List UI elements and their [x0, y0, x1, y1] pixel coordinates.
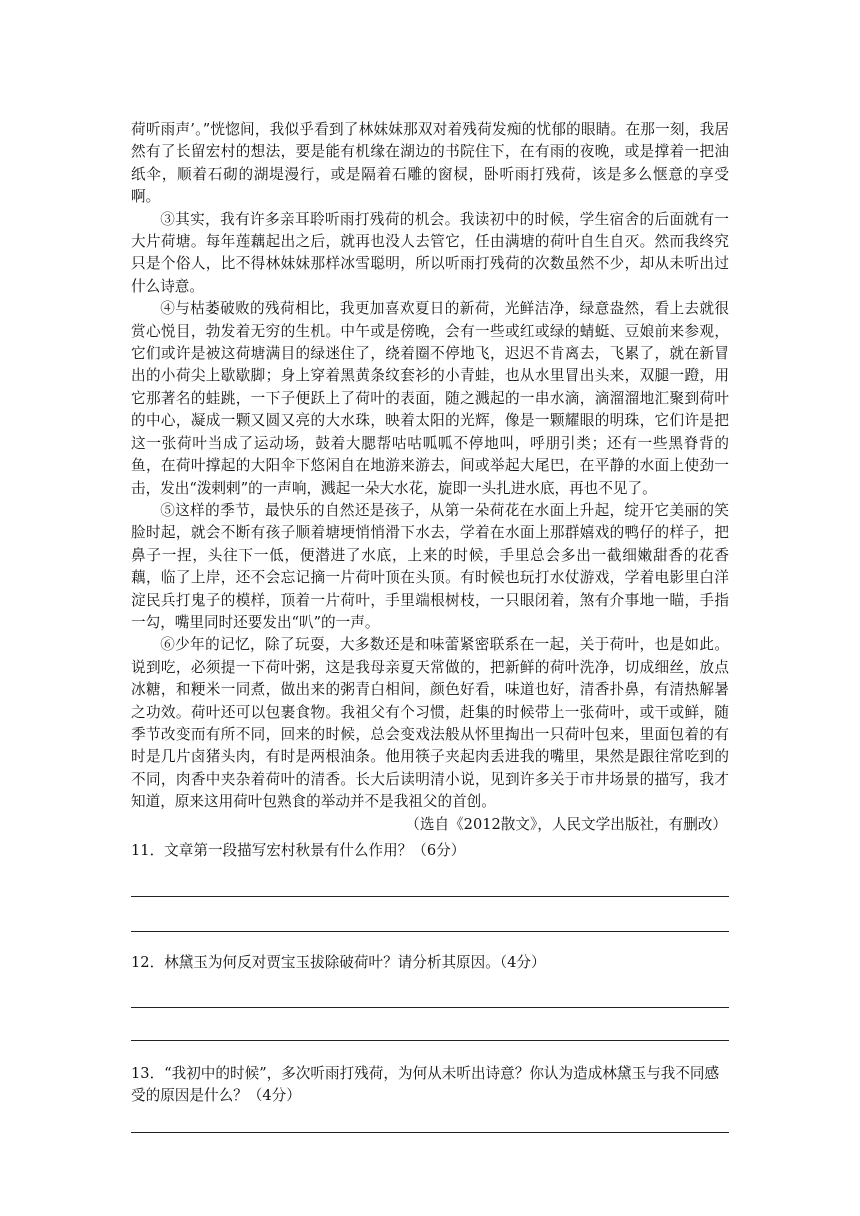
- source-citation: （选自《2012散文》，人民文学出版社，有删改）: [405, 815, 727, 833]
- paragraph-6: ⑥少年的记忆，除了玩耍，大多数还是和味蕾紧密联系在一起，关于荷叶，也是如此。说到吃，必须提一下荷叶粥，这是我母亲夏天常做的，把新鲜的荷叶洗净，切成细丝，放点冰糖，和粳米一同煮，做出来的粥青白相间，颜色好看，味道也好，清香扑鼻，有清热解暑之功效。荷叶还可以包裹食物。我祖父有个习惯，赶集的时候带上一张荷叶，或干或鲜，随季节改变而有所不同，回来的时候，总会变戏法般从怀里掏出一只荷叶包来，里面包着的有时是几片卤猪头肉，有时是两根油条。他用筷子夹起肉丢进我的嘴里，果然是跟往常吃到的不同，肉香中夹杂着荷叶的清香。长大后读明清小说，见到许多关于市井场景的描写，我才知道，原来这用荷叶包熟食的举动并不是我祖父的首创。: [131, 636, 729, 811]
- paragraph-4: ④与枯萎破败的残荷相比，我更加喜欢夏日的新荷，光鲜洁净，绿意盎然，看上去就很赏心悦目，勃发着无穷的生机。中午或是傍晚，会有一些或红或绿的蜻蜓、豆娘前来参观，它们或许是被这荷塘满目的绿迷住了，绕着圈不停地飞，迟迟不肯离去，飞累了，就在新冒出的小荷尖上歇歇脚；身上穿着黑黄条纹套衫的小青蛙，也从水里冒出头来，双腿一蹬，用它那著名的蛙跳，一下子便跃上了荷叶的表面，随之溅起的一串水滴，滴溜溜地汇聚到荷叶的中心，凝成一颗又圆又亮的大水珠，映着太阳的光辉，像是一颗耀眼的明珠，它们许是把这一张荷叶当成了运动场，鼓着大腮帮咕咕呱呱不停地叫，呼朋引类；还有一些黑脊背的鱼，在荷叶撑起的大阳伞下悠闲自在地游来游去，间或举起大尾巴，在平静的水面上使劲一击，发出“泼剌剌”的一声响，溅起一朵大水花，旋即一头扎进水底，再也不见了。: [131, 300, 729, 497]
- question-11: 11．文章第一段描写宏村秋景有什么作用？（6分）: [131, 842, 466, 859]
- reading-passage: [131, 119, 729, 1133]
- answer-line-13-1[interactable]: [131, 1132, 729, 1133]
- paragraph-3: ③其实，我有许多亲耳聆听雨打残荷的机会。我读初中的时候，学生宿舍的后面就有一大片荷塘。每年莲藕起出之后，就再也没人去管它，任由满塘的荷叶自生自灭。然而我终究只是个俗人，比不得林妹妹那样冰雪聪明，所以听雨打残荷的次数虽然不少，却从未听出过什么诗意。: [131, 210, 729, 295]
- question-12: 12．林黛玉为何反对贾宝玉拔除破荷叶？请分析其原因。（4分）: [131, 954, 546, 972]
- paragraph-5: ⑤这样的季节，最快乐的自然还是孩子，从第一朵荷花在水面上升起，绽开它美丽的笑脸时起，就会不断有孩子顺着塘埂悄悄滑下水去，学着在水面上那群嬉戏的鸭仔的样子，把鼻子一捏，头往下一低，便潜进了水底，上来的时候，手里总会多出一截细嫩甜香的花香藕，临了上岸，还不会忘记摘一片荷叶顶在头顶。有时候也玩打水仗游戏，学着电影里白洋淀民兵打鬼子的模样，顶着一片荷叶，手里端根树枝，一只眼闭着，煞有介事地一瞄，手指一勾，嘴里同时还要发出“叭”的一声。: [131, 501, 729, 631]
- question-13: 13．“我初中的时候”，多次听雨打残荷，为何从未听出诗意？你认为造成林黛玉与我不同感受的原因是什么？（4分）: [131, 1064, 720, 1105]
- paragraph-continuation: 荷听雨声’。”恍惚间，我似乎看到了林妹妹那双对着残荷发痴的忧郁的眼睛。在那一刻，我居然有了长留宏村的想法，要是能有机缘在湖边的书院住下，在有雨的夜晚，或是撑着一把油纸伞，顺着石砌的湖堤漫行，或是隔着石雕的窗棂，卧听雨打残荷，该是多么惬意的享受啊。: [131, 121, 729, 206]
